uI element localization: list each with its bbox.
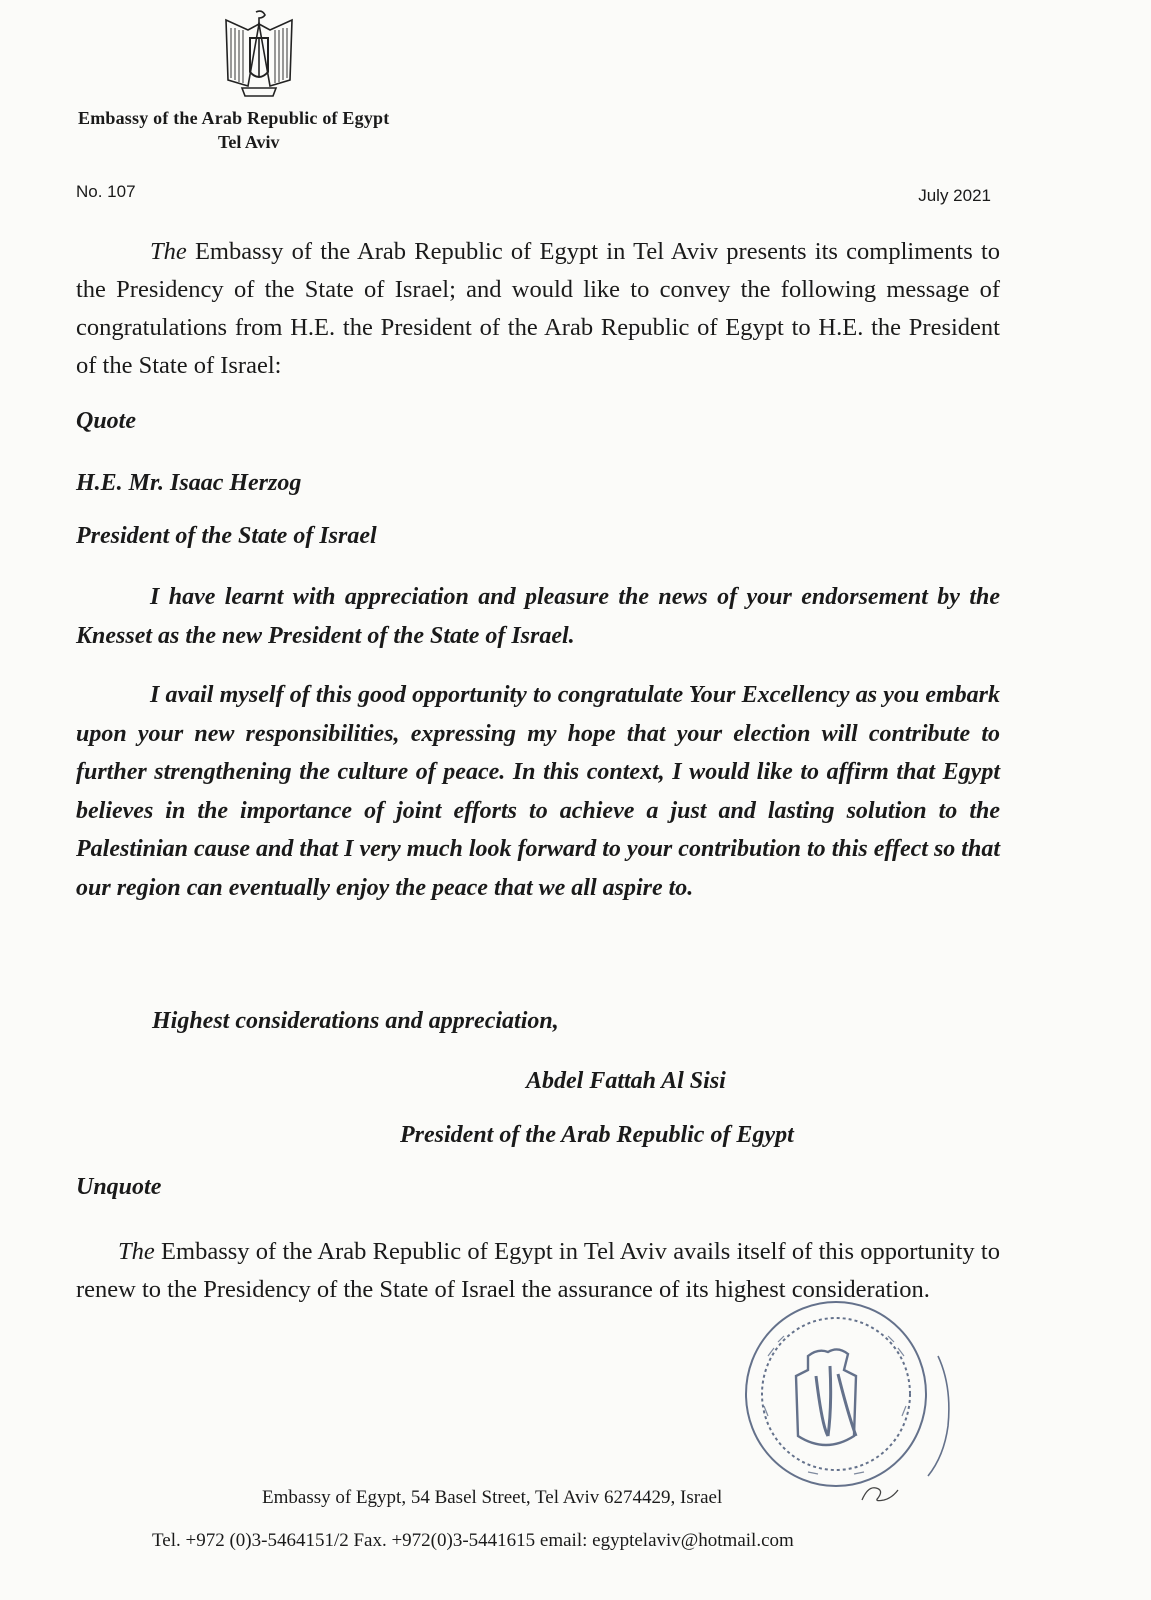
quote-open: Quote <box>76 408 136 434</box>
addressee-name: H.E. Mr. Isaac Herzog <box>76 470 302 496</box>
embassy-name: Embassy of the Arab Republic of Egypt <box>78 108 390 128</box>
intro-lead: The <box>150 238 187 265</box>
footer-contact: Tel. +972 (0)3-5464151/2 Fax. +972(0)3-5441615 email: egyptelaviv@hotmail.com <box>152 1530 794 1551</box>
letter-date: July 2021 <box>918 186 991 205</box>
letter-paragraph-1: I have learnt with appreciation and pleasure the news of your endorsement by the Knesset as the new President of the State of Israel. <box>76 584 1000 649</box>
letter-closing: Highest considerations and appreciation, <box>152 1008 559 1034</box>
signatory-title: President of the Arab Republic of Egypt <box>400 1122 794 1148</box>
final-text: Embassy of the Arab Republic of Egypt in Tel Aviv avails itself of this opportunity to renew to the Presidency of the State of Israel the assurance of its highest consideration. <box>76 1238 1000 1303</box>
intro-text: Embassy of the Arab Republic of Egypt in Tel Aviv presents its compliments to the Presidency of the State of Israel; and would like to convey the following message of congratulations from H.E. the President of the Arab Republic of Egypt to H.E. the President of the State of Israel: <box>76 238 1000 379</box>
addressee-title: President of the State of Israel <box>76 523 377 549</box>
embassy-seal-stamp-icon <box>738 1296 988 1506</box>
handwritten-initials-icon <box>856 1478 906 1508</box>
embassy-city: Tel Aviv <box>218 132 280 152</box>
letter-paragraph-2: I avail myself of this good opportunity to congratulate Your Excellency as you embark upon your new responsibilities, expressing my hope that your election will contribute to further strengthening the culture of peace. In this context, I would like to affirm that Egypt believes in the importance of joint efforts to achieve a just and lasting solution to the Palestinian cause and that I very much look forward to your contribution to this effect so that our region can eventually enjoy the peace that we all aspire to. <box>76 682 1000 901</box>
intro-paragraph <box>76 233 1000 385</box>
footer-address: Embassy of Egypt, 54 Basel Street, Tel Aviv 6274429, Israel <box>262 1487 723 1508</box>
reference-number: No. 107 <box>76 182 136 201</box>
signatory-name: Abdel Fattah Al Sisi <box>526 1068 726 1094</box>
final-lead: The <box>118 1238 155 1265</box>
quote-close: Unquote <box>76 1174 162 1200</box>
eagle-crest-icon <box>218 8 300 100</box>
